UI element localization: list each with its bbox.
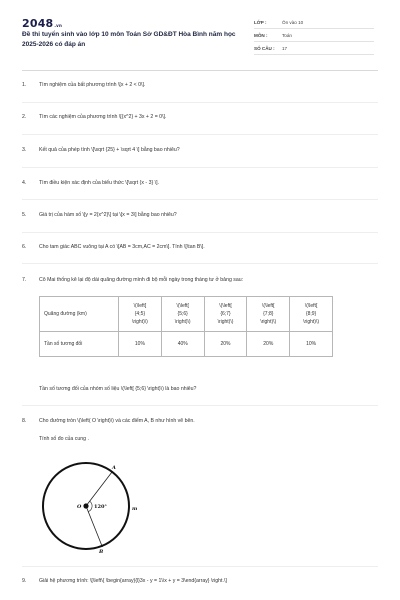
- meta-value: Toán: [282, 32, 292, 38]
- question-text: Tìm nghiệm của bất phương trình \[x + 2 < 0\].: [39, 82, 146, 88]
- question-divider: [22, 167, 378, 168]
- question-number: 5.: [22, 212, 27, 218]
- meta-value: 17: [282, 45, 288, 51]
- question-number: 1.: [22, 82, 27, 88]
- meta-row-subject: [254, 29, 374, 42]
- question-text: Giá trị của hàm số \[y = 2{x^2}\] tại \[x = 3\] bằng bao nhiêu?: [39, 212, 177, 218]
- meta-row-count: [254, 42, 374, 55]
- question-divider: [22, 134, 378, 135]
- table-cell: 20%: [204, 332, 247, 357]
- table-row-label: Tần số tương đối: [40, 332, 119, 357]
- question-divider: [22, 566, 378, 567]
- point-a: [111, 471, 113, 473]
- table-row: [40, 297, 333, 332]
- table-cell: \(\left[ {7;8} \right)\): [247, 297, 290, 332]
- question-text: Tìm các nghiệm của phương trình \[{x^2} + 3x + 2 = 0\].: [39, 114, 167, 120]
- label-o: O: [77, 504, 82, 510]
- label-a: A: [112, 465, 116, 471]
- question-number: 7.: [22, 277, 27, 283]
- question-divider: [22, 102, 378, 103]
- label-m: m: [132, 506, 138, 512]
- table-cell: 10%: [290, 332, 333, 357]
- question-number: 9.: [22, 578, 27, 584]
- question-number: 6.: [22, 244, 27, 250]
- header-divider: [22, 70, 378, 71]
- frequency-table: [39, 296, 333, 357]
- question-number: 4.: [22, 180, 27, 186]
- question-text: Kết quả của phép tính \[\sqrt {25} + \sqrt 4 \] bằng bao nhiêu?: [39, 147, 180, 153]
- point-b: [101, 545, 103, 547]
- meta-value: Ôn vào 10: [282, 19, 304, 25]
- table-cell: 10%: [119, 332, 162, 357]
- radius-ob: [86, 506, 102, 546]
- table-row-label: Quãng đường (km): [40, 297, 119, 332]
- label-angle: 120°: [94, 504, 107, 510]
- exam-title: Đề thi tuyển sinh vào lớp 10 môn Toán Sở GD&ĐT Hòa Bình năm học 2025-2026 có đáp án: [22, 31, 236, 48]
- question-divider: [22, 199, 378, 200]
- table-row: [40, 332, 333, 357]
- meta-row-class: [254, 16, 374, 29]
- center-point: [83, 503, 88, 508]
- table-cell: \(\left[ {6;7} \right)\): [204, 297, 247, 332]
- table-cell: \(\left[ {5;6} \right)\): [161, 297, 204, 332]
- table-cell: 20%: [247, 332, 290, 357]
- meta-key: SỐ CÂU :: [254, 45, 275, 51]
- site-logo[interactable]: [22, 17, 62, 30]
- question-text: Cho tam giác ABC vuông tại A có \[AB = 3cm,AC = 2cm\]. Tính \[\tan B\].: [39, 244, 205, 250]
- question-divider: [22, 263, 378, 264]
- table-cell: \(\left[ {8;9} \right)\): [290, 297, 333, 332]
- question-text: Cô Mai thống kê lại độ dài quãng đường mình đi bộ mỗi ngày trong tháng tư ở bảng sau:: [39, 277, 244, 283]
- page-header: [0, 0, 400, 68]
- question-7-followup: Tần số tương đối của nhóm số liệu \(\left[ {5;6} \right)\) là bao nhiêu?: [39, 386, 197, 392]
- table-cell: \(\left[ {4;5} \right)\): [119, 297, 162, 332]
- question-8-followup: Tính số đo của cung .: [39, 436, 89, 442]
- question-number: 8.: [22, 418, 27, 424]
- meta-key: LỚP :: [254, 19, 267, 25]
- exam-meta: [254, 16, 374, 55]
- question-text: Cho đường tròn \(\left( O \right)\) và các điểm A, B như hình vẽ bên.: [39, 418, 195, 424]
- circle-figure: [36, 456, 136, 556]
- question-number: 2.: [22, 114, 27, 120]
- question-number: 3.: [22, 147, 27, 153]
- question-divider: [22, 232, 378, 233]
- question-text: Tìm điều kiện xác định của biểu thức \[\sqrt {x - 3} \].: [39, 180, 159, 186]
- table-cell: 40%: [161, 332, 204, 357]
- meta-key: MÔN :: [254, 32, 268, 38]
- label-b: B: [99, 549, 104, 555]
- question-divider: [22, 405, 378, 406]
- logo-suffix: .vn: [54, 23, 62, 28]
- logo-text: 2048: [22, 17, 54, 30]
- question-text: Giải hệ phương trình: \[\left\{ \begin{array}{l}3x - y = 1\\x + y = 3\end{array} \right.\]: [39, 578, 227, 584]
- radius-oa: [86, 472, 112, 506]
